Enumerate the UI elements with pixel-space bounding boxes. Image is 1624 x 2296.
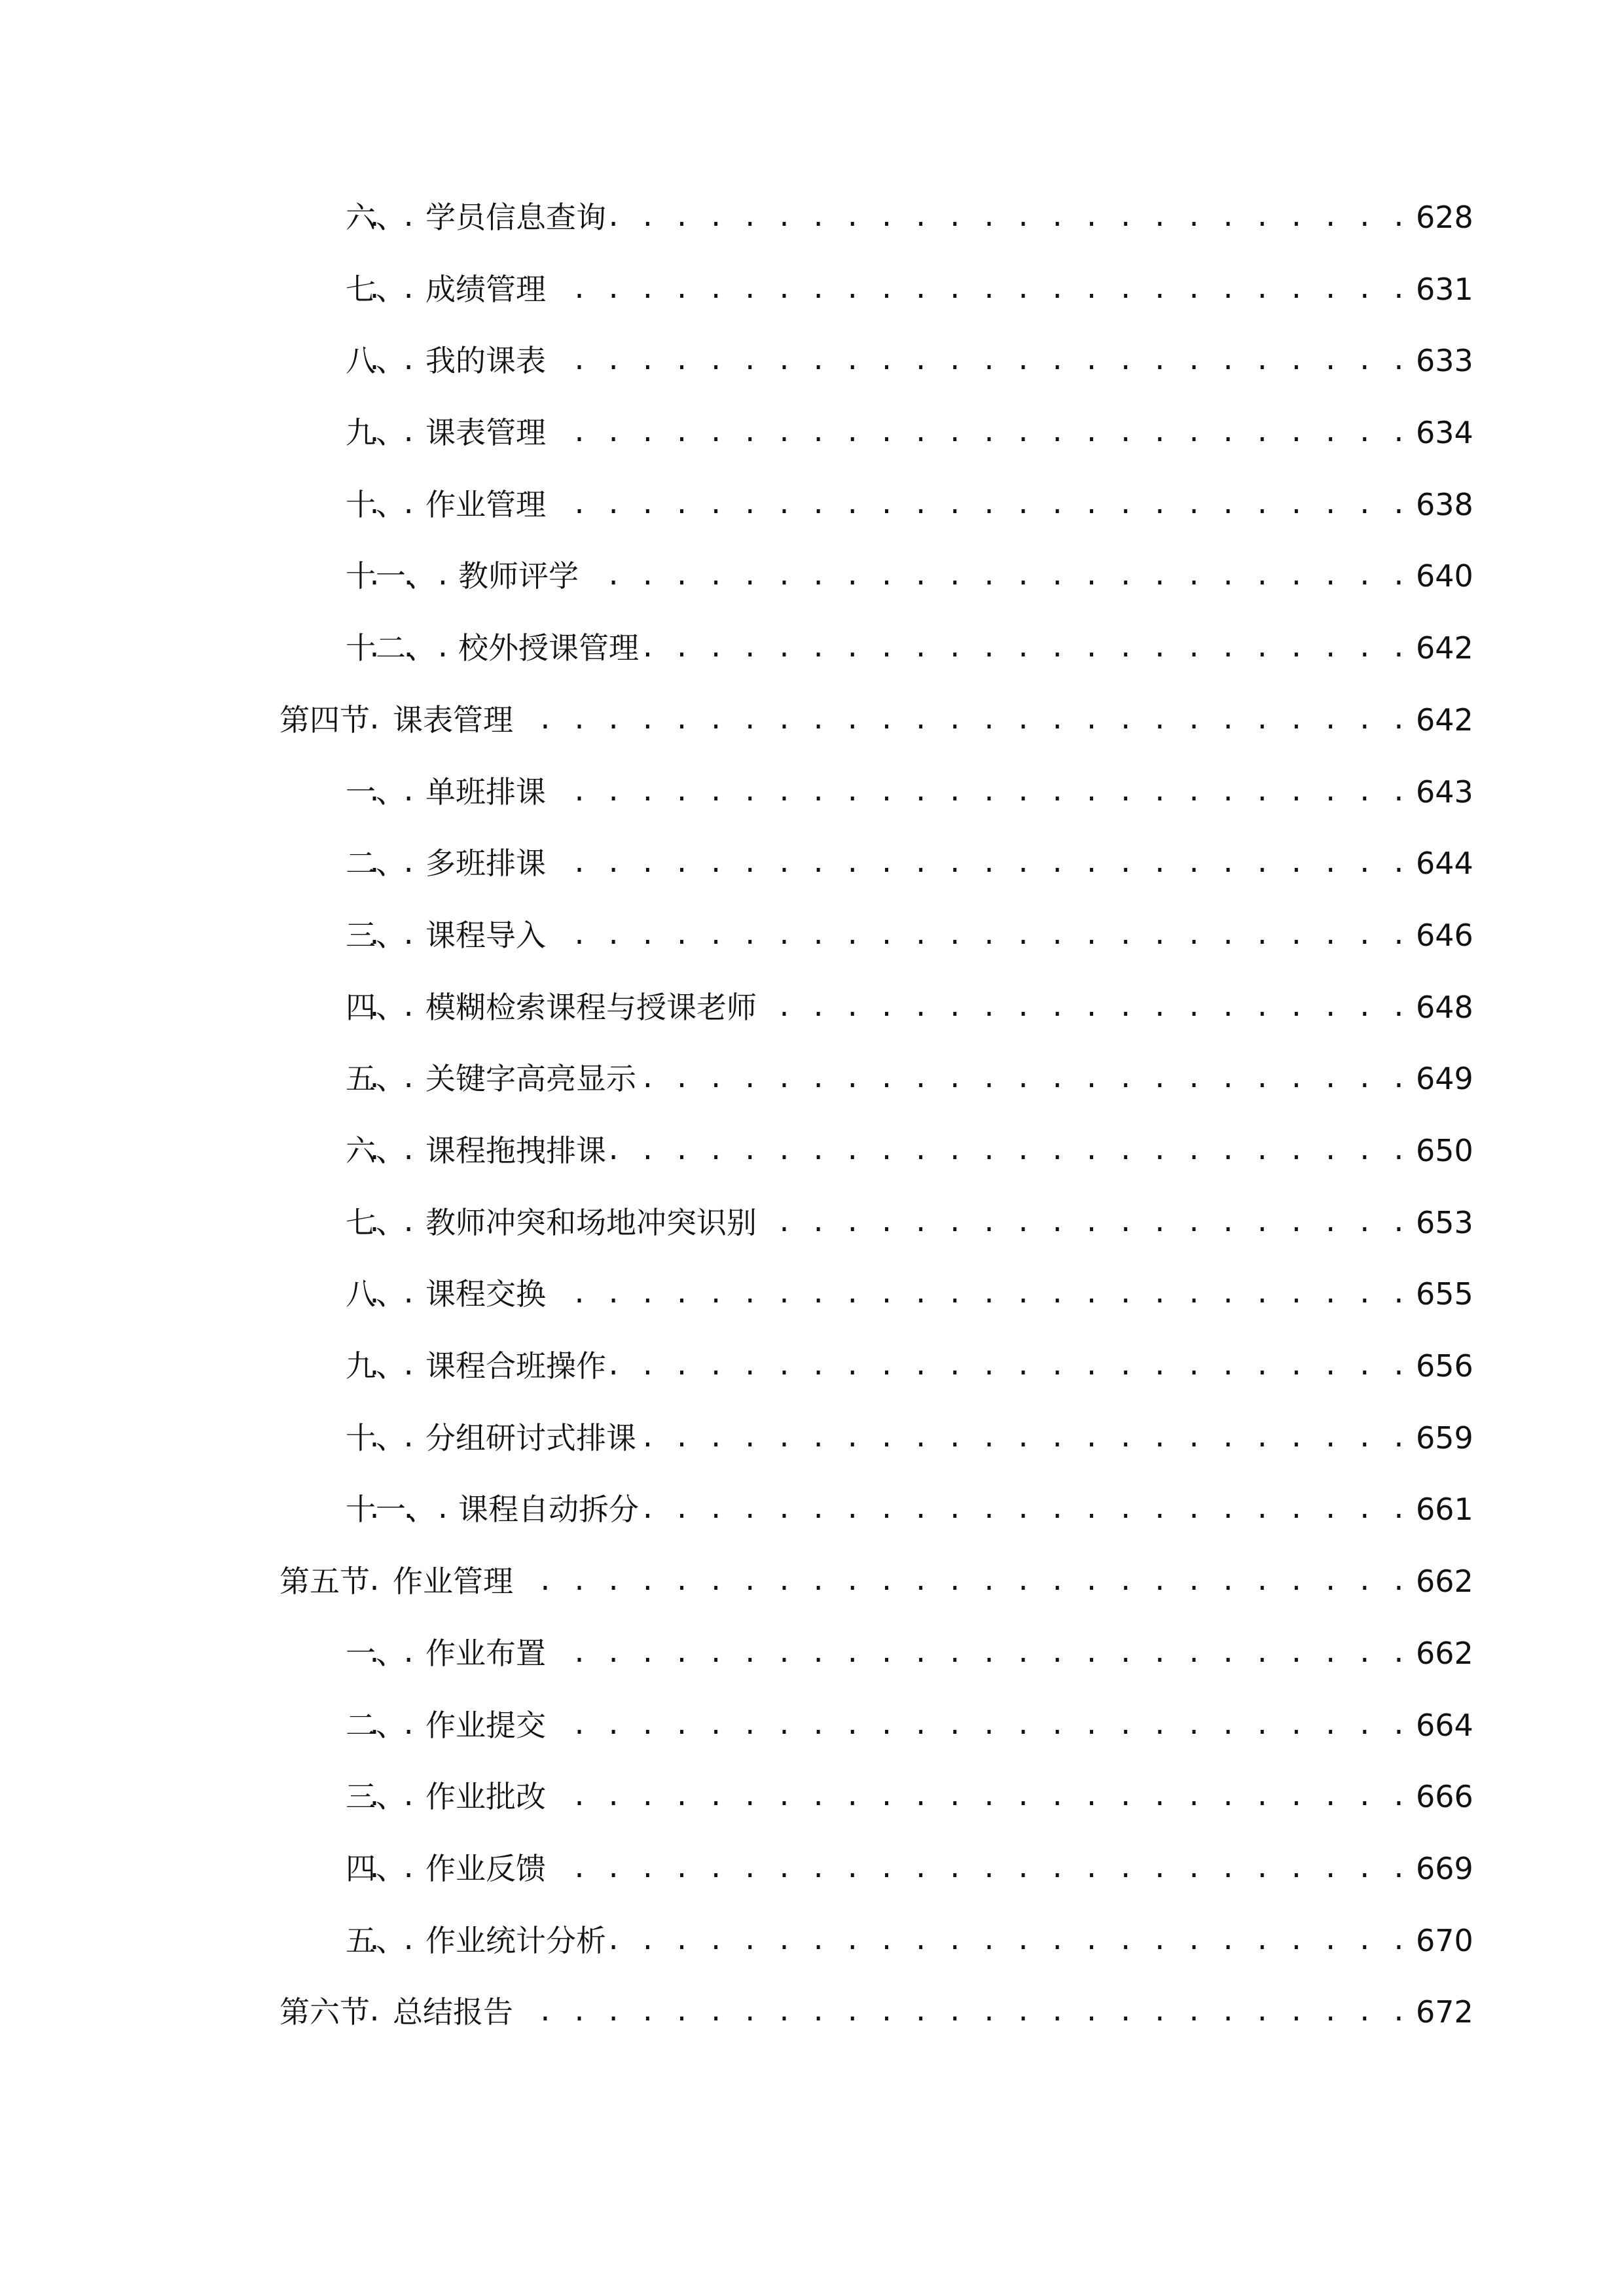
toc-entry[interactable] [0,981,1624,1033]
toc-entry-number: 六、 [346,1133,406,1168]
toc-entry-page: 656 [1416,1340,1468,1392]
toc-entry[interactable] [0,1770,1624,1823]
toc-entry-number: 五、 [346,1061,406,1096]
toc-entry-number: 六、 [346,200,406,235]
toc-entry-page: 662 [1416,1555,1468,1607]
toc-entry-title: 课程交换 [425,1268,551,1320]
toc-entry-title: 作业统计分析 [425,1914,611,1967]
toc-entry[interactable] [0,1483,1624,1535]
toc-entry-page: 638 [1416,478,1468,531]
toc-entry-title: 课程合班操作 [425,1340,611,1392]
toc-entry[interactable] [0,1124,1624,1177]
toc-entry[interactable] [0,1268,1624,1320]
toc-entry-title: 多班排课 [425,837,551,889]
toc-entry[interactable] [0,1196,1624,1249]
toc-entry-number: 十、 [346,487,406,522]
toc-entry-title: 课程自动拆分 [458,1483,644,1535]
toc-entry-page: 631 [1416,263,1468,315]
toc-entry[interactable] [0,766,1624,818]
toc-entry-title: 作业管理 [425,478,551,531]
toc-entry-page: 653 [1416,1196,1468,1249]
toc-entry-page: 664 [1416,1699,1468,1751]
toc-entry[interactable] [0,1412,1624,1464]
toc-entry-number: 十、 [346,1420,406,1456]
toc-entry-page: 669 [1416,1842,1468,1895]
toc-entry-page: 640 [1416,550,1468,602]
toc-entry-page: 661 [1416,1483,1468,1535]
toc-entry-title: 作业布置 [425,1627,551,1679]
toc-entry-title: 我的课表 [425,334,551,387]
toc-entry[interactable] [0,909,1624,961]
toc-entry-page: 659 [1416,1412,1468,1464]
toc-entry-page: 643 [1416,766,1468,818]
toc-entry-page: 666 [1416,1770,1468,1823]
toc-entry-title: 作业反馈 [425,1842,551,1895]
toc-entry-page: 648 [1416,981,1468,1033]
dot-leader [367,1555,1415,1607]
toc-entry-page: 670 [1416,1914,1468,1967]
toc-entry-title: 作业批改 [425,1770,551,1823]
toc-section-title: 总结报告 [393,1986,518,2038]
toc-entry-title: 作业提交 [425,1699,551,1751]
toc-entry-title: 课程导入 [425,909,551,961]
toc-entry-number: 七、 [346,1205,406,1240]
toc-entry[interactable] [0,334,1624,387]
toc-entry[interactable] [0,1699,1624,1751]
toc-entry-page: 662 [1416,1627,1468,1679]
toc-entry-title: 教师评学 [458,550,584,602]
toc-entry-number: 三、 [346,918,406,953]
toc-entry-number: 九、 [346,1348,406,1384]
toc-entry-number: 二、 [346,1708,406,1743]
toc-entry-page: 642 [1416,694,1468,746]
toc-entry[interactable] [0,478,1624,531]
toc-entry-page: 655 [1416,1268,1468,1320]
toc-entry-page: 646 [1416,909,1468,961]
toc-entry-page: 672 [1416,1986,1468,2038]
toc-entry-title: 单班排课 [425,766,551,818]
toc-entry-number: 三、 [346,1779,406,1814]
toc-entry-title: 分组研讨式排课 [425,1412,641,1464]
toc-entry-number: 八、 [346,343,406,378]
toc-entry[interactable] [0,406,1624,459]
toc-section-entry[interactable] [0,694,1624,746]
toc-section-entry[interactable] [0,1986,1624,2038]
toc-entry-number: 十二、 [346,630,436,666]
toc-entry-number: 一、 [346,1636,406,1671]
toc-entry-page: 644 [1416,837,1468,889]
toc-entry[interactable] [0,1340,1624,1392]
toc-section-number: 第六节 [280,1994,370,2030]
toc-entry[interactable] [0,263,1624,315]
toc-entry[interactable] [0,550,1624,602]
toc-entry-number: 九、 [346,415,406,450]
toc-section-entry[interactable] [0,1555,1624,1607]
toc-entry-number: 四、 [346,1851,406,1886]
toc-section-number: 第五节 [280,1564,370,1599]
toc-entry-page: 633 [1416,334,1468,387]
toc-entry-title: 教师冲突和场地冲突识别 [425,1196,762,1249]
toc-entry[interactable] [0,1052,1624,1105]
toc-section-title: 课表管理 [393,694,518,746]
toc-entry[interactable] [0,191,1624,243]
toc-entry[interactable] [0,1842,1624,1895]
toc-entry[interactable] [0,1914,1624,1967]
dot-leader [367,1986,1415,2038]
toc-entry-page: 628 [1416,191,1468,243]
toc-entry-page: 642 [1416,622,1468,674]
toc-entry-number: 十一、 [346,558,436,594]
dot-leader [367,694,1415,746]
toc-entry-number: 二、 [346,846,406,881]
toc-entry-page: 649 [1416,1052,1468,1105]
toc-entry-title: 课表管理 [425,406,551,459]
toc-entry-title: 课程拖拽排课 [425,1124,611,1177]
toc-section-number: 第四节 [280,702,370,738]
toc-entry-number: 四、 [346,990,406,1025]
toc-entry-number: 八、 [346,1276,406,1312]
toc-entry-title: 关键字高亮显示 [425,1052,641,1105]
toc-section-title: 作业管理 [393,1555,518,1607]
toc-entry-number: 十一、 [346,1492,436,1527]
toc-entry-title: 学员信息查询 [425,191,611,243]
toc-entry-title: 成绩管理 [425,263,551,315]
toc-entry-number: 七、 [346,272,406,307]
toc-entry[interactable] [0,622,1624,674]
toc-entry-page: 650 [1416,1124,1468,1177]
toc-entry-title: 校外授课管理 [458,622,644,674]
toc-entry-title: 模糊检索课程与授课老师 [425,981,762,1033]
toc-entry[interactable] [0,1627,1624,1679]
toc-entry-number: 一、 [346,774,406,810]
toc-entry-number: 五、 [346,1923,406,1958]
toc-entry[interactable] [0,837,1624,889]
toc-entry-page: 634 [1416,406,1468,459]
